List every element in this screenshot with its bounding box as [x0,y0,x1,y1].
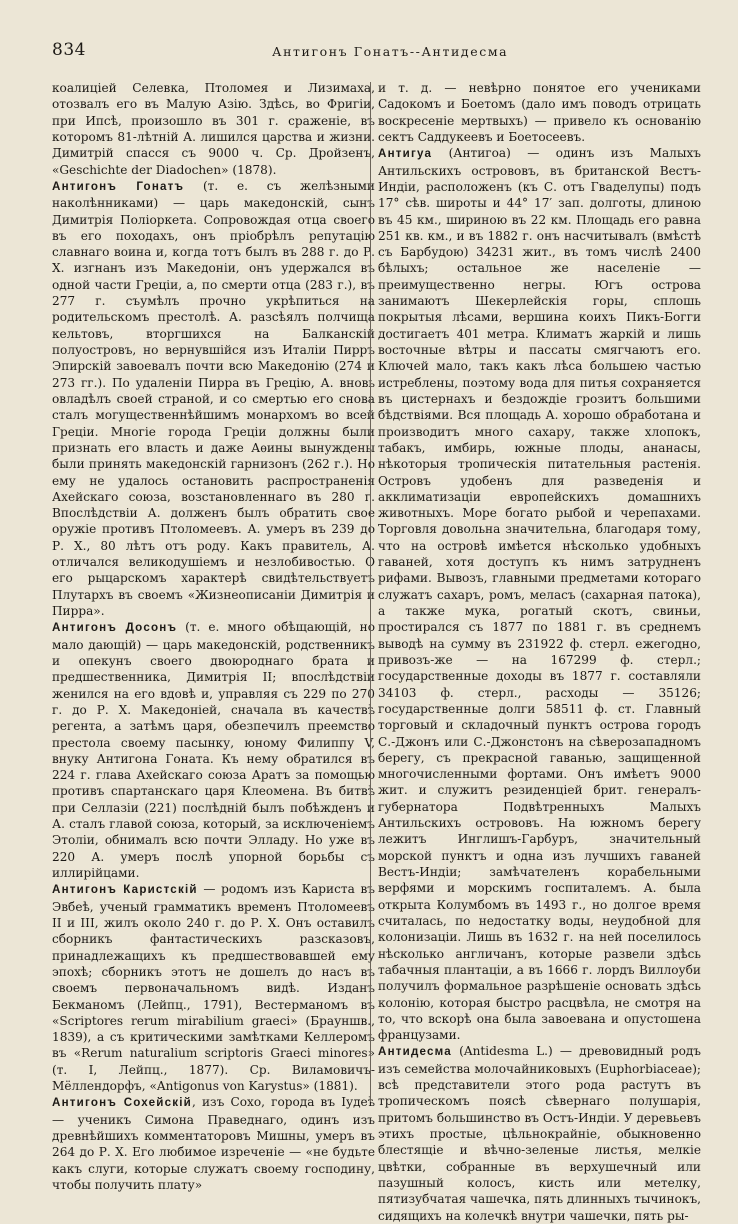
entry-headword: Антигуа [378,147,433,161]
page-number: 834 [52,40,86,60]
entry-text: (Antidesma L.) — древовидный родъ изъ семейства молочайниковыхъ (Euphorbiaceae); всѣ представители этого рода растутъ въ тропическомъ поясѣ сѣвернаго полушарiя, притомъ большинство въ Остъ-Индiи. У деревьевъ этихъ простые, цѣльнокрайнiе, обыкновенно блестящiе и вѣчно-зеленые листья, мелкiе цвѣтки, собранные въ верхушечный или пазушный колосъ, кисть или метелку, пятизубчатая чашечка, пять длинныхъ тычинокъ, сидящихъ на колечкѣ внутри чашечки, пять ры- [378,1044,701,1223]
entry-text: (Антигоа) — одинъ изъ Малыхъ Антильскихъ острововъ, въ британской Вестъ-Индiи, расположенъ (къ С. отъ Гваделупы) подъ 17° сѣв. широты и 44° 17′ зап. долготы, длиною въ 45 км., шириною въ 22 км. Площадь его равна 251 кв. км., и въ 1882 г. онъ насчитывалъ (вмѣстѣ съ Барбудою) 34231 жит., въ томъ числѣ 2400 бѣлыхъ; остальное же населенiе — преимущественно негры. Югъ острова занимаютъ Шекерлейскiя горы, сплошь покрытыя лѣсами, вершина коихъ Пикъ-Богги достигаетъ 401 метра. Климатъ жаркiй и лишь восточные вѣтры и пассаты смягчаютъ его. Ключей мало, такъ какъ лѣса большею частью истреблены, поэтому вода для питья сохраняется въ цистернахъ и бездождiе грозитъ большими бѣдствiями. Вся площадь А. хорошо обработана и производитъ много сахару, также хлопокъ, табакъ, имбирь, южные плоды, ананасы, нѣкоторыя тропическiя питательныя растенiя. Островъ удобенъ для разведенiя и акклиматизацiи европейскихъ домашнихъ животныхъ. Море богато рыбой и черепахами. Торговля довольна значительна, благодаря тому, что на островѣ имѣется нѣсколько удобныхъ гаваней, хотя доступъ къ нимъ затрудненъ рифами. Вывозъ, главными предметами котораго служатъ сахаръ, ромъ, меласъ (сахарная патока), а также мука, рогатый скотъ, свиньи, простирался съ 1877 по 1881 г. въ среднемъ выводѣ на сумму въ 231922 ф. стерл. ежегодно, привозъ-же — на 167299 ф. стерл.; государственные доходы въ 1877 г. составляли 34103 ф. стерл., расходы — 35126; государственные долги 58511 ф. ст. Главный торговый и складочный пунктъ острова городъ С.-Джонъ или С.-Джонстонъ на сѣверозападномъ берегу, съ прекрасной гаванью, защищенной многочисленными фортами. Онъ имѣетъ 9000 жит. и служитъ резиденцiей брит. генералъ-губернатора Подвѣтренныхъ Малыхъ Антильскихъ острововъ. На южномъ берегу лежитъ Инглишъ-Гарбуръ, значительный морской пунктъ и одна изъ лучшихъ гаваней Вестъ-Индiи; замѣчателенъ корабельными верфями и морскимъ госпиталемъ. А. была открыта Колумбомъ въ 1493 г., но долгое время считалась, по недостатку воды, неудобной для колонизацiи. Лишь въ 1632 г. на ней поселилось нѣсколько англичанъ, которые развели здѣсь табачныя плантацiи, а въ 1666 г. лордъ Виллоуби получилъ формальное разрѣшенiе основать здѣсь колонiю, которая быстро расцвѣла, не смотря на то, что вскорѣ она была завоевана и опустошена французами. [378,146,701,1043]
left-column [52,80,375,1192]
right-column [378,80,701,1223]
entry-antigonus-sokho [52,1094,375,1193]
entry-headword: Антигонъ Досонъ [52,621,178,635]
entry-text: (т. е. съ желѣзными наколѣнниками) — царь македонскiй, сынъ Димитрiя Полiоркета. Сопровождая отца своего въ его походахъ, онъ прiобрѣлъ репутацiю славнаго воина и, когда тотъ былъ въ 288 г. до Р. Х. изгнанъ изъ Македонiи, онъ удержался въ одной части Грецiи, а, по смерти отца (283 г.), въ 277 г. съумѣлъ прочно укрѣпиться на родительскомъ престолѣ. А. разсѣялъ полчища кельтовъ, вторгшихся на Балканскiй полуостровъ, но вернувшiйся изъ Италiи Пирръ Эпирскiй завоевалъ почти всю Македонiю (274 и 273 гг.). По удаленiи Пирра въ Грецiю, А. вновь овладѣлъ своей страной, и со смертью его снова сталъ могущественнѣйшимъ монархомъ во всей Грецiи. Многiе города Грецiи должны были признать его власть и даже Аѳины вынуждены были принять македонскiй гарнизонъ (262 г.). Но ему не удалось остановить распространенiя Ахейскаго союза, возстановленнаго въ 280 г. Впослѣдствiи А. долженъ былъ обратить свое оружiе противъ Птоломеевъ. А. умеръ въ 239 до Р. Х., 80 лѣтъ отъ роду. Какъ правитель, А. отличался великодушiемъ и незлобивостью. О его рыцарскомъ характерѣ свидѣтельствуетъ Плутархъ въ своемъ «Жизнеописанiи Димитрiя и Пирра». [52,178,375,618]
entry-antigonus-doson [52,619,375,881]
entry-text: , изъ Сохо, города въ Iудеѣ — ученикъ Симона Праведнаго, одинъ изъ древнѣйшихъ комментаторовъ Мишны, умеръ въ 264 до Р. Х. Его любимое изреченiе — «не будьте какъ слуги, которые служатъ своему господину, чтобы получить плату» [52,1095,375,1192]
entry-antigonus-gonatas [52,178,375,619]
entry-text: (т. е. много обѣщающiй, но мало дающiй) — царь македонскiй, родственникъ и опекунъ своего двоюроднаго брата и предшественника, Димитрiя II; впослѣдствiи женился на его вдовѣ и, управляя съ 229 по 270 г. до Р. Х. Македонiей, сначала въ качествѣ регента, а затѣмъ царя, обезпечилъ преемство престола своему пасынку, юному Филиппу V, внуку Антигона Гоната. Къ нему обратился въ 224 г. глава Ахейскаго союза Аратъ за помощью противъ спартанскаго царя Клеомена. Въ битвѣ при Селлазiи (221) послѣднiй былъ побѣжденъ и А. сталъ главой союза, который, за исключенiемъ Этолiи, обнималъ всю почти Элладу. Но уже въ 220 А. умеръ послѣ упорной борьбы съ иллирiйцами. [52,620,375,880]
entry-antigua [378,145,701,1043]
entry-text: — родомъ изъ Кариста въ Эвбеѣ, ученый грамматикъ временъ Птоломеевъ II и III, жилъ около 240 г. до Р. Х. Онъ оставилъ сборникъ фантастическихъ разсказовъ, принадлежащихъ къ предшествовавшей ему эпохѣ; сборникъ этотъ не дошелъ до насъ въ своемъ первоначальномъ видѣ. Изданъ Бекманомъ (Лейпц., 1791), Вестерманомъ въ «Scriptores rerum mirabilium graeci» (Брауншв., 1839), а съ критическими замѣтками Келлеромъ въ «Rerum naturalium scriptoris Graeci minores» (т. I, Лейпц., 1877). Ср. Виламовичъ-Мёллендорфъ, «Antigonus von Karystus» (1881). [52,882,375,1094]
entry-headword: Антигонъ Каристскiй [52,883,198,897]
running-head: Антигонъ Гонатъ--Антидесма [272,44,509,59]
entry-headword: Антигонъ Гонатъ [52,179,185,193]
entry-antigonus-carystius [52,881,375,1094]
continuation-paragraph: и т. д. — невѣрно понятое его учениками Садокомъ и Боетомъ (дало имъ поводъ отрицать воскресенiе мертвыхъ) — привело къ основанiю сектъ Саддукеевъ и Боетосеевъ. [378,81,701,144]
entry-headword: Антидесма [378,1045,452,1059]
column-divider [370,82,371,1102]
continuation-paragraph: коалицiей Селевка, Птоломея и Лизимаха, отозвалъ его въ Малую Азiю. Здѣсь, во Фригiи, при Ипсѣ, произошло въ 301 г. сраженiе, въ которомъ 81-лѣтнiй А. лишился царства и жизни. Димитрiй спасся съ 9000 ч. Ср. Дройзенъ, «Geschichte der Diadochen» (1878). [52,81,375,177]
entry-antidesma [378,1043,701,1223]
entry-headword: Антигонъ Сохейскiй [52,1096,193,1110]
